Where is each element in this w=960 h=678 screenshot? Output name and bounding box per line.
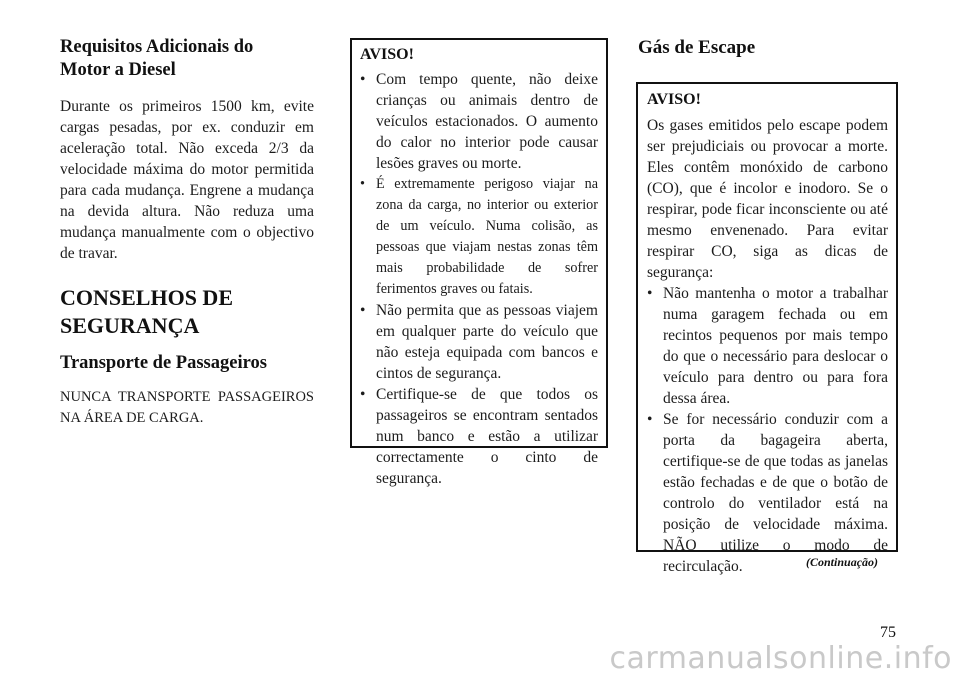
passenger-transport-paragraph: NUNCA TRANSPORTE PASSAGEIROS NA ÁREA DE CARGA.: [60, 389, 314, 426]
safety-heading-line2: SEGURANÇA: [60, 313, 200, 338]
warning-box-passengers: [350, 38, 608, 487]
page-number: 75: [880, 624, 896, 641]
diesel-heading-line2: Motor a Diesel: [60, 60, 176, 80]
warning-title: AVISO!: [360, 46, 414, 63]
diesel-paragraph: Durante os primeiros 1500 km, evite cargas pesadas, por ex. conduzir em aceleração total. Não exceda 2/3 da velocidade máxima do motor permitida para cada mudança. Engrene a mudança na devida altura. Não reduza uma mudança manualmente com o objectivo de travar.: [60, 98, 314, 262]
warning-item: • Se for necessário conduzir com a porta da bagageira aberta, certifique-se de que todas as janelas estão fechadas e de que o botão de controlo do ventilador está na posição de velocidade máxima. NÃO utilize o modo de recirculação.: [647, 411, 888, 575]
warning-list: [360, 69, 598, 489]
exhaust-intro: Os gases emitidos pelo escape podem ser prejudiciais ou provocar a morte. Eles contêm monóxido de carbono (CO), que é incolor e inodoro. Se o respirar, pode ficar inconsciente ou até mesmo envenenado. Para evitar respirar CO, siga as dicas de segurança:: [647, 117, 888, 281]
warning-item: • Não mantenha o motor a trabalhar numa garagem fechada ou em recintos pequenos por mais tempo do que o necessário para deslocar o veículo para dentro ou para fora dessa área.: [647, 285, 888, 407]
diesel-heading-line1: Requisitos Adicionais do: [60, 37, 254, 57]
exhaust-heading: Gás de Escape: [638, 37, 756, 58]
continued-label: (Continuação): [806, 555, 879, 569]
safety-section-heading: [60, 284, 314, 340]
warning-item: • É extremamente perigoso viajar na zona da carga, no interior ou exterior de um veículo. Numa colisão, as pessoas que viajam nestas zonas têm mais probabilidade de sofrer ferimentos graves ou fatais.: [360, 176, 598, 297]
safety-heading-line1: CONSELHOS DE: [60, 285, 233, 310]
warning-item: • Não permita que as pessoas viajem em qualquer parte do veículo que não esteja equipada com bancos e cintos de segurança.: [360, 302, 598, 382]
warning-title: AVISO!: [647, 91, 701, 108]
left-column: [60, 0, 314, 429]
watermark-text: carmanualsonline.info: [609, 641, 952, 676]
diesel-heading: [60, 36, 314, 82]
warning-item: • Com tempo quente, não deixe crianças ou animais dentro de veículos estacionados. O aumento do calor no interior pode causar lesões graves ou morte.: [360, 71, 598, 172]
exhaust-warning-list: [647, 283, 888, 577]
warning-item: • Certifique-se de que todos os passageiros se encontram sentados num banco e estão a utilizar correctamente o cinto de segurança.: [360, 386, 598, 487]
passenger-transport-heading: Transporte de Passageiros: [60, 353, 267, 373]
